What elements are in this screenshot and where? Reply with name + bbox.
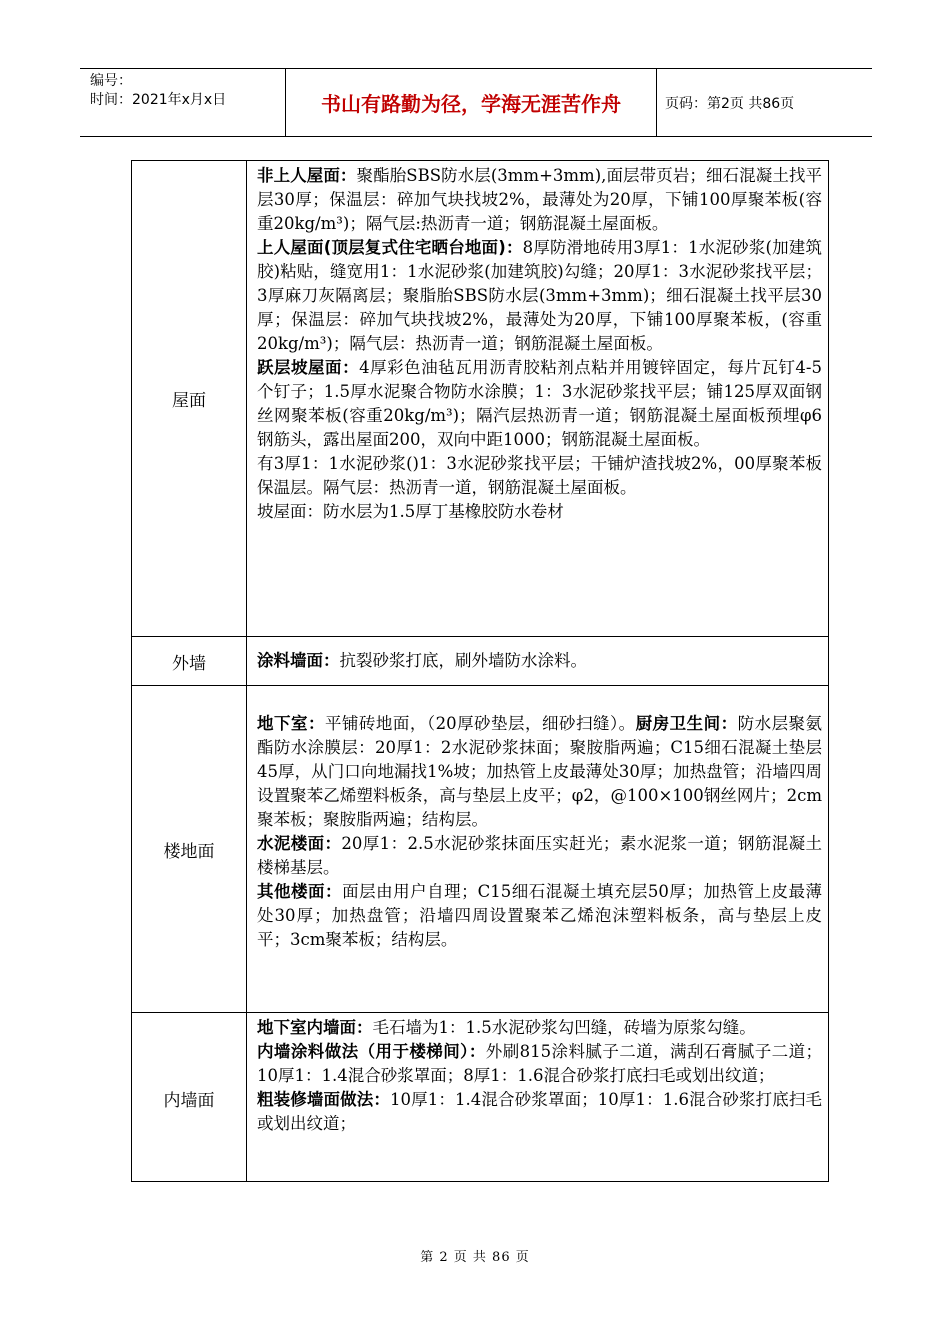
document-header [80, 68, 872, 137]
spec-paragraph [257, 500, 822, 524]
row-label: 楼地面 [163, 841, 215, 862]
spec-paragraph [257, 880, 822, 952]
spec-heading: 其他楼面： [257, 882, 343, 901]
spec-text: 4厚彩色油毡瓦用沥青胶粘剂点粘并用镀锌固定，每片瓦钉4-5个钉子；1.5厚水泥聚合物防水涂膜；1：3水泥砂浆找平层；铺125厚双面钢丝网聚苯板(容重20kg/m³)；隔汽层热沥青一道；钢筋混凝土屋面板预埋φ6钢筋头，露出屋面200，双向中距1000；钢筋混凝土屋面板。 [257, 358, 823, 449]
table-row-interior-wall [132, 1013, 828, 1182]
spec-text: 面层由用户自理；C15细石混凝土填充层50厚；加热管上皮最薄处30厚；加热盘管；沿墙四周设置聚苯乙烯泡沫塑料板条，高与垫层上皮平；3cm聚苯板；结构层。 [257, 882, 822, 949]
header-divider [656, 69, 657, 136]
spec-heading: 涂料墙面： [257, 651, 340, 670]
spec-paragraph [257, 164, 822, 236]
table-row-exterior-wall [132, 637, 828, 686]
spec-text: 坡屋面：防水层为1.5厚丁基橡胶防水卷材 [257, 502, 564, 521]
row-content [257, 649, 822, 673]
spec-text: 10厚1：1.4混合砂浆罩面；10厚1：1.6混合砂浆打底扫毛或划出纹道； [257, 1090, 823, 1133]
spec-text: 平铺砖地面，（20厚砂垫层，细砂扫缝）。 [324, 714, 636, 733]
spec-paragraph [257, 356, 822, 452]
spec-heading: 地下室内墙面： [257, 1018, 373, 1037]
row-label: 屋面 [172, 391, 206, 411]
spec-text: 有3厚1：1水泥砂浆()1：3水泥砂浆找平层；干铺炉渣找坡2%，00厚聚苯板保温层。隔气层：热沥青一道，钢筋混凝土屋面板。 [257, 454, 822, 497]
spec-text: 毛石墙为1：1.5水泥砂浆勾凹缝，砖墙为原浆勾缝。 [372, 1018, 756, 1037]
date-line: 时间：2021年x月x日 [90, 92, 227, 108]
spec-heading: 地下室： [257, 714, 325, 733]
header-motto: 书山有路勤为径，学海无涯苦作舟 [321, 92, 621, 116]
column-divider [246, 161, 247, 636]
header-page-info: 页码：第2页 共86页 [665, 96, 795, 112]
spec-text: 防水层聚氨酯防水涂膜层：20厚1：2水泥砂浆抹面；聚胺脂两遍；C15细石混凝土垫层45厚，从门口向地漏找1%坡；加热管上皮最薄处30厚；加热盘管；沿墙四周设置聚苯乙烯塑料板条，高与垫层上皮平；φ2，@100×100钢丝网片；2cm聚苯板；聚胺脂两遍；结构层。 [257, 714, 823, 829]
column-divider [246, 1013, 247, 1182]
table-row-floor [132, 686, 828, 1013]
spec-heading: 上人屋面(顶层复式住宅晒台地面)： [257, 238, 523, 257]
row-content [257, 712, 822, 952]
header-meta [90, 72, 226, 110]
spec-paragraph [257, 236, 822, 356]
spec-heading: 非上人屋面： [257, 166, 357, 185]
spec-heading: 厨房卫生间： [635, 714, 738, 733]
spec-paragraph [257, 832, 822, 880]
spec-paragraph [257, 452, 822, 500]
spec-heading: 内墙涂料做法（用于楼梯间）： [257, 1042, 486, 1061]
row-label: 外墙 [172, 653, 206, 674]
table-row-roof [132, 161, 828, 637]
spec-paragraph [257, 1040, 822, 1088]
page-footer: 第 2 页 共 86 页 [420, 1250, 530, 1265]
column-divider [246, 637, 247, 685]
spec-text: 8厚防滑地砖用3厚1：1水泥砂浆(加建筑胶)粘贴，缝宽用1：1水泥砂浆(加建筑胶)勾缝；20厚1：3水泥砂浆找平层；3厚麻刀灰隔离层；聚脂胎SBS防水层(3mm+3mm)；细石混凝土找平层30厚；保温层：碎加气块找坡2%，最薄处为20厚，下铺100厚聚苯板，(容重20kg/m³)；隔气层：热沥青一道；钢筋混凝土屋面板。 [257, 238, 822, 353]
spec-paragraph [257, 1016, 822, 1040]
row-content [257, 1016, 822, 1136]
column-divider [246, 686, 247, 1012]
spec-text: 聚酯胎SBS防水层(3mm+3mm),面层带页岩；细石混凝土找平层30厚；保温层：碎加气块找坡2%，最薄处为20厚，下铺100厚聚苯板(容重20kg/m³)；隔气层:热沥青一道；钢筋混凝土屋面板。 [257, 166, 822, 233]
row-label: 内墙面 [163, 1090, 215, 1111]
spec-heading: 跃层坡屋面： [257, 358, 360, 377]
construction-spec-table [131, 160, 829, 1182]
spec-heading: 水泥楼面： [257, 834, 342, 853]
spec-paragraph [257, 1088, 822, 1136]
row-content [257, 164, 822, 524]
number-label: 编号： [90, 73, 132, 89]
spec-paragraph [257, 712, 822, 832]
spec-text: 20厚1：2.5水泥砂浆抹面压实赶光；素水泥浆一道；钢筋混凝土楼梯基层。 [257, 834, 823, 877]
spec-heading: 粗装修墙面做法： [257, 1090, 391, 1109]
spec-text: 外刷815涂料腻子二道，满刮石膏腻子二道；10厚1：1.4混合砂浆罩面；8厚1：1.6混合砂浆打底扫毛或划出纹道； [257, 1042, 822, 1085]
spec-paragraph [257, 649, 822, 673]
spec-text: 抗裂砂浆打底，刷外墙防水涂料。 [339, 651, 587, 670]
